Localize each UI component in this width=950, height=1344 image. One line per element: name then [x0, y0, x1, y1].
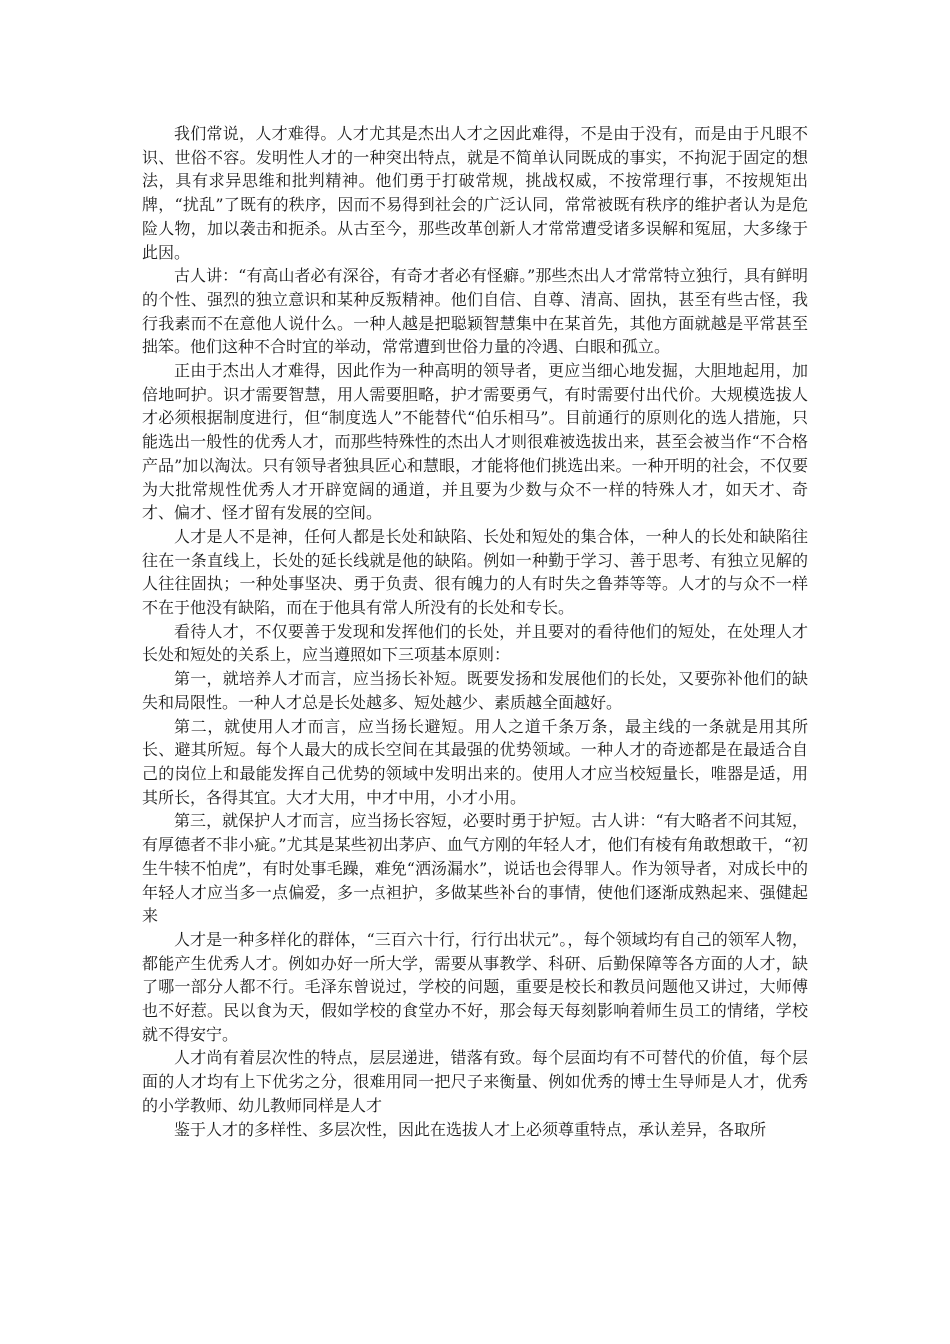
- paragraph-principle-three: 第三，就保护人才而言，应当扬长容短，必要时勇于护短。古人讲：“有大略者不问其短，有厚德者不非小疵。”尤其是某些初出茅庐、血气方刚的年轻人才，他们有棱有角敢想敢干，“初生牛犊不怕虎”，有时处事毛躁，难免“洒汤漏水”，说话也会得罪人。作为领导者，对成长中的年轻人才应当多一点偏爱，多一点袒护，多做某些补台的事情，使他们逐渐成熟起来、强健起来: [142, 811, 808, 926]
- paragraph-talent-rare: 我们常说，人才难得。人才尤其是杰出人才之因此难得，不是由于没有，而是由于凡眼不识、世俗不容。发明性人才的一种突出特点，就是不简单认同既成的事实，不拘泥于固定的想法，具有求异思维和批判精神。他们勇于打破常规，挑战权威，不按常理行事，不按规矩出牌，“扰乱”了既有的秩序，因而不易得到社会的广泛认同，常常被既有秩序的维护者认为是危险人物，加以袭击和扼杀。从古至今，那些改革创新人才常常遭受诸多误解和冤屈，大多缘于此因。: [142, 124, 808, 262]
- paragraph-leader-discover: 正由于杰出人才难得，因此作为一种高明的领导者，更应当细心地发掘，大胆地起用，加倍地呵护。识才需要智慧，用人需要胆略，护才需要勇气，有时需要付出代价。大规模选拔人才必须根据制度进行，但“制度选人”不能替代“伯乐相马”。目前通行的原则化的选人措施，只能选出一般性的优秀人才，而那些特殊性的杰出人才则很难被选拔出来，甚至会被当作“不合格产品”加以淘汰。只有领导者独具匠心和慧眼，才能将他们挑选出来。一种开明的社会，不仅要为大批常规性优秀人才开辟宽阔的通道，并且要为少数与众不一样的特殊人才，如天才、奇才、偏才、怪才留有发展的空间。: [142, 361, 808, 523]
- paragraph-hierarchy: 人才尚有着层次性的特点，层层递进，错落有致。每个层面均有不可替代的价值，每个层面的人才均有上下优劣之分，很难用同一把尺子来衡量、例如优秀的博士生导师是人才，优秀的小学教师、幼儿教师同样是人才: [142, 1048, 808, 1115]
- document-page: [142, 122, 808, 1141]
- paragraph-diverse-group: 人才是一种多样化的群体，“三百六十行，行行出状元”。，每个领域均有自己的领军人物，都能产生优秀人才。例如办好一所大学，需要从事教学、科研、后勤保障等各方面的人才，缺了哪一部分人都不行。毛泽东曾说过，学校的问题，重要是校长和教员问题他又讲过，大师傅也不好惹。民以食为天，假如学校的食堂办不好，那会每天每刻影响着师生员工的情绪，学校就不得安宁。: [142, 929, 808, 1044]
- paragraph-ancient-saying: 古人讲：“有高山者必有深谷，有奇才者必有怪癖。”那些杰出人才常常特立独行，具有鲜明的个性、强烈的独立意识和某种反叛精神。他们自信、自尊、清高、固执，甚至有些古怪，我行我素而不在意他人说什么。一种人越是把聪颖智慧集中在某首先，其他方面就越是平常甚至拙笨。他们这种不合时宜的举动，常常遭到世俗力量的冷遇、白眼和孤立。: [142, 266, 808, 357]
- paragraph-principle-one: 第一，就培养人才而言，应当扬长补短。既要发扬和发展他们的长处，又要弥补他们的缺失和局限性。一种人才总是长处越多、短处越少、素质越全面越好。: [142, 669, 808, 712]
- paragraph-selection: 鉴于人才的多样性、多层次性，因此在选拔人才上必须尊重特点，承认差异，各取所: [174, 1119, 767, 1139]
- paragraph-strengths-weaknesses: 人才是人不是神，任何人都是长处和缺陷、长处和短处的集合体，一种人的长处和缺陷往往在一条直线上，长处的延长线就是他的缺陷。例如一种勤于学习、善于思考、有独立见解的人往往固执；一种处事坚决、勇于负责、很有魄力的人有时失之鲁莽等等。人才的与众不一样不在于他没有缺陷，而在于他具有常人所没有的长处和专长。: [142, 526, 808, 618]
- paragraph-principle-two: 第二，就使用人才而言，应当扬长避短。用人之道千条万条，最主线的一条就是用其所长、避其所短。每个人最大的成长空间在其最强的优势领域。一种人才的奇迹都是在最适合自己的岗位上和最能发挥自己优势的领域中发明出来的。使用人才应当校短量长，唯器是适，用其所长，各得其宜。大才大用，中才中用，小才小用。: [142, 716, 808, 807]
- paragraph-three-principles: 看待人才，不仅要善于发现和发挥他们的长处，并且要对的看待他们的短处，在处理人才长处和短处的关系上，应当遵照如下三项基本原则：: [142, 621, 808, 665]
